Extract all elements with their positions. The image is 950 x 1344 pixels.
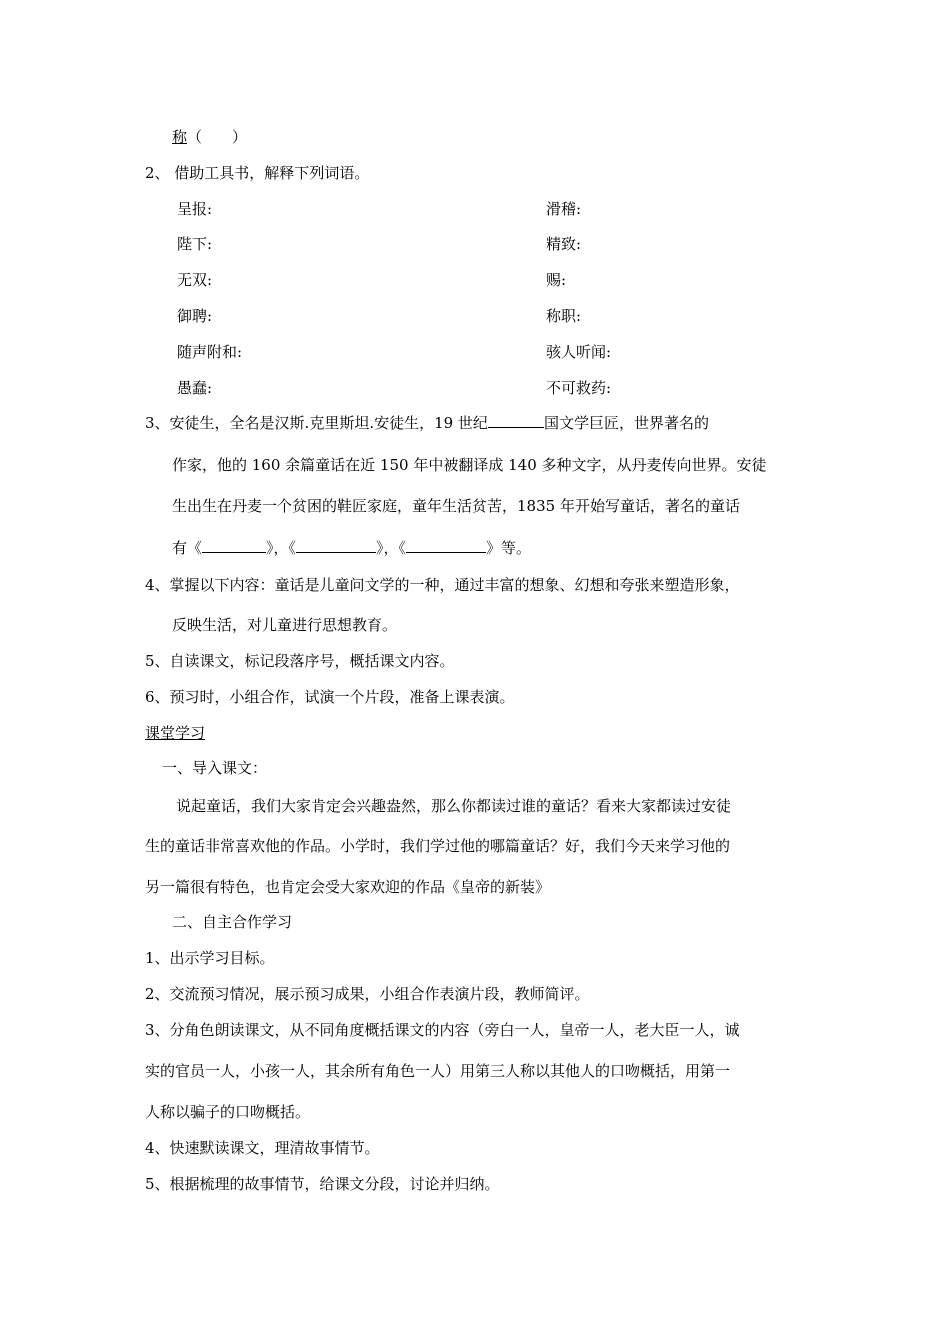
item1-tail	[172, 127, 247, 147]
q3-line4: 有《 》，《 》，《 》等。	[172, 539, 532, 557]
q3-line3: 生出生在丹麦一个贫困的鞋匠家庭，童年生活贫苦，1835 年开始写童话，著名的童话	[172, 497, 740, 515]
term-left: 陛下:	[177, 235, 213, 253]
section-title: 课堂学习	[145, 724, 206, 742]
part2-step3-line2: 实的官员一人，小孩一人，其余所有角色一人）用第三人称以其他人的口吻概括，用第一	[145, 1062, 731, 1080]
term-right: 称职:	[546, 307, 582, 325]
part2-title: 二、自主合作学习	[172, 913, 293, 931]
answer-paren: （ ）	[187, 128, 248, 146]
q2-title: 2、 借助工具书，解释下列词语。	[145, 164, 370, 182]
part1-para-line2: 生的童话非常喜欢他的作品。小学时，我们学过他的哪篇童话？好，我们今天来学习他的	[145, 837, 731, 855]
term-right: 赐:	[546, 271, 567, 289]
term-left: 呈报:	[177, 200, 213, 218]
fill-blank[interactable]	[202, 538, 266, 553]
term-left: 愚蠢:	[177, 379, 213, 397]
term-left: 御聘:	[177, 307, 213, 325]
part1-para-line3: 另一篇很有特色，也肯定会受大家欢迎的作品《皇帝的新装》	[145, 878, 551, 896]
fill-blank[interactable]	[488, 413, 544, 428]
q6: 6、预习时，小组合作，试演一个片段，准备上课表演。	[145, 688, 515, 706]
q3-line1: 3、安徒生，全名是汉斯.克里斯坦.安徒生，19 世纪 国文学巨匠，世界著名的	[145, 414, 709, 432]
term-right: 不可救药:	[546, 379, 612, 397]
part2-step3-line1: 3、分角色朗读课文，从不同角度概括课文的内容（旁白一人，皇帝一人，老大臣一人，诚	[145, 1021, 740, 1039]
part1-para-line1: 说起童话，我们大家肯定会兴趣盎然，那么你都读过谁的童话？看来大家都读过安徒	[176, 797, 732, 815]
term-right: 精致:	[546, 235, 582, 253]
term-left: 无双:	[177, 271, 213, 289]
term-right: 滑稽:	[546, 200, 582, 218]
part1-title: 一、导入课文：	[162, 759, 268, 777]
part2-step2: 2、交流预习情况，展示预习成果，小组合作表演片段，教师简评。	[145, 985, 590, 1003]
q4-line1: 4、掌握以下内容：童话是儿童问文学的一种，通过丰富的想象、幻想和夸张来塑造形象，	[145, 576, 740, 594]
part2-step4: 4、快速默读课文，理清故事情节。	[145, 1139, 380, 1157]
fill-blank[interactable]	[406, 538, 486, 553]
q3-line2: 作家，他的 160 余篇童话在近 150 年中被翻译成 140 多种文字，从丹麦传向世界。安徒	[172, 456, 767, 474]
fill-blank[interactable]	[296, 538, 376, 553]
part2-step3-line3: 人称以骗子的口吻概括。	[145, 1103, 311, 1121]
q5: 5、自读课文，标记段落序号，概括课文内容。	[145, 652, 455, 670]
part2-step5: 5、根据梳理的故事情节，给课文分段，讨论并归纳。	[145, 1175, 500, 1193]
part2-step1: 1、出示学习目标。	[145, 949, 275, 967]
underlined-char: 称	[172, 128, 188, 146]
term-left: 随声附和:	[177, 343, 243, 361]
q4-line2: 反映生活，对儿童进行思想教育。	[172, 616, 398, 634]
term-right: 骇人听闻:	[546, 343, 612, 361]
